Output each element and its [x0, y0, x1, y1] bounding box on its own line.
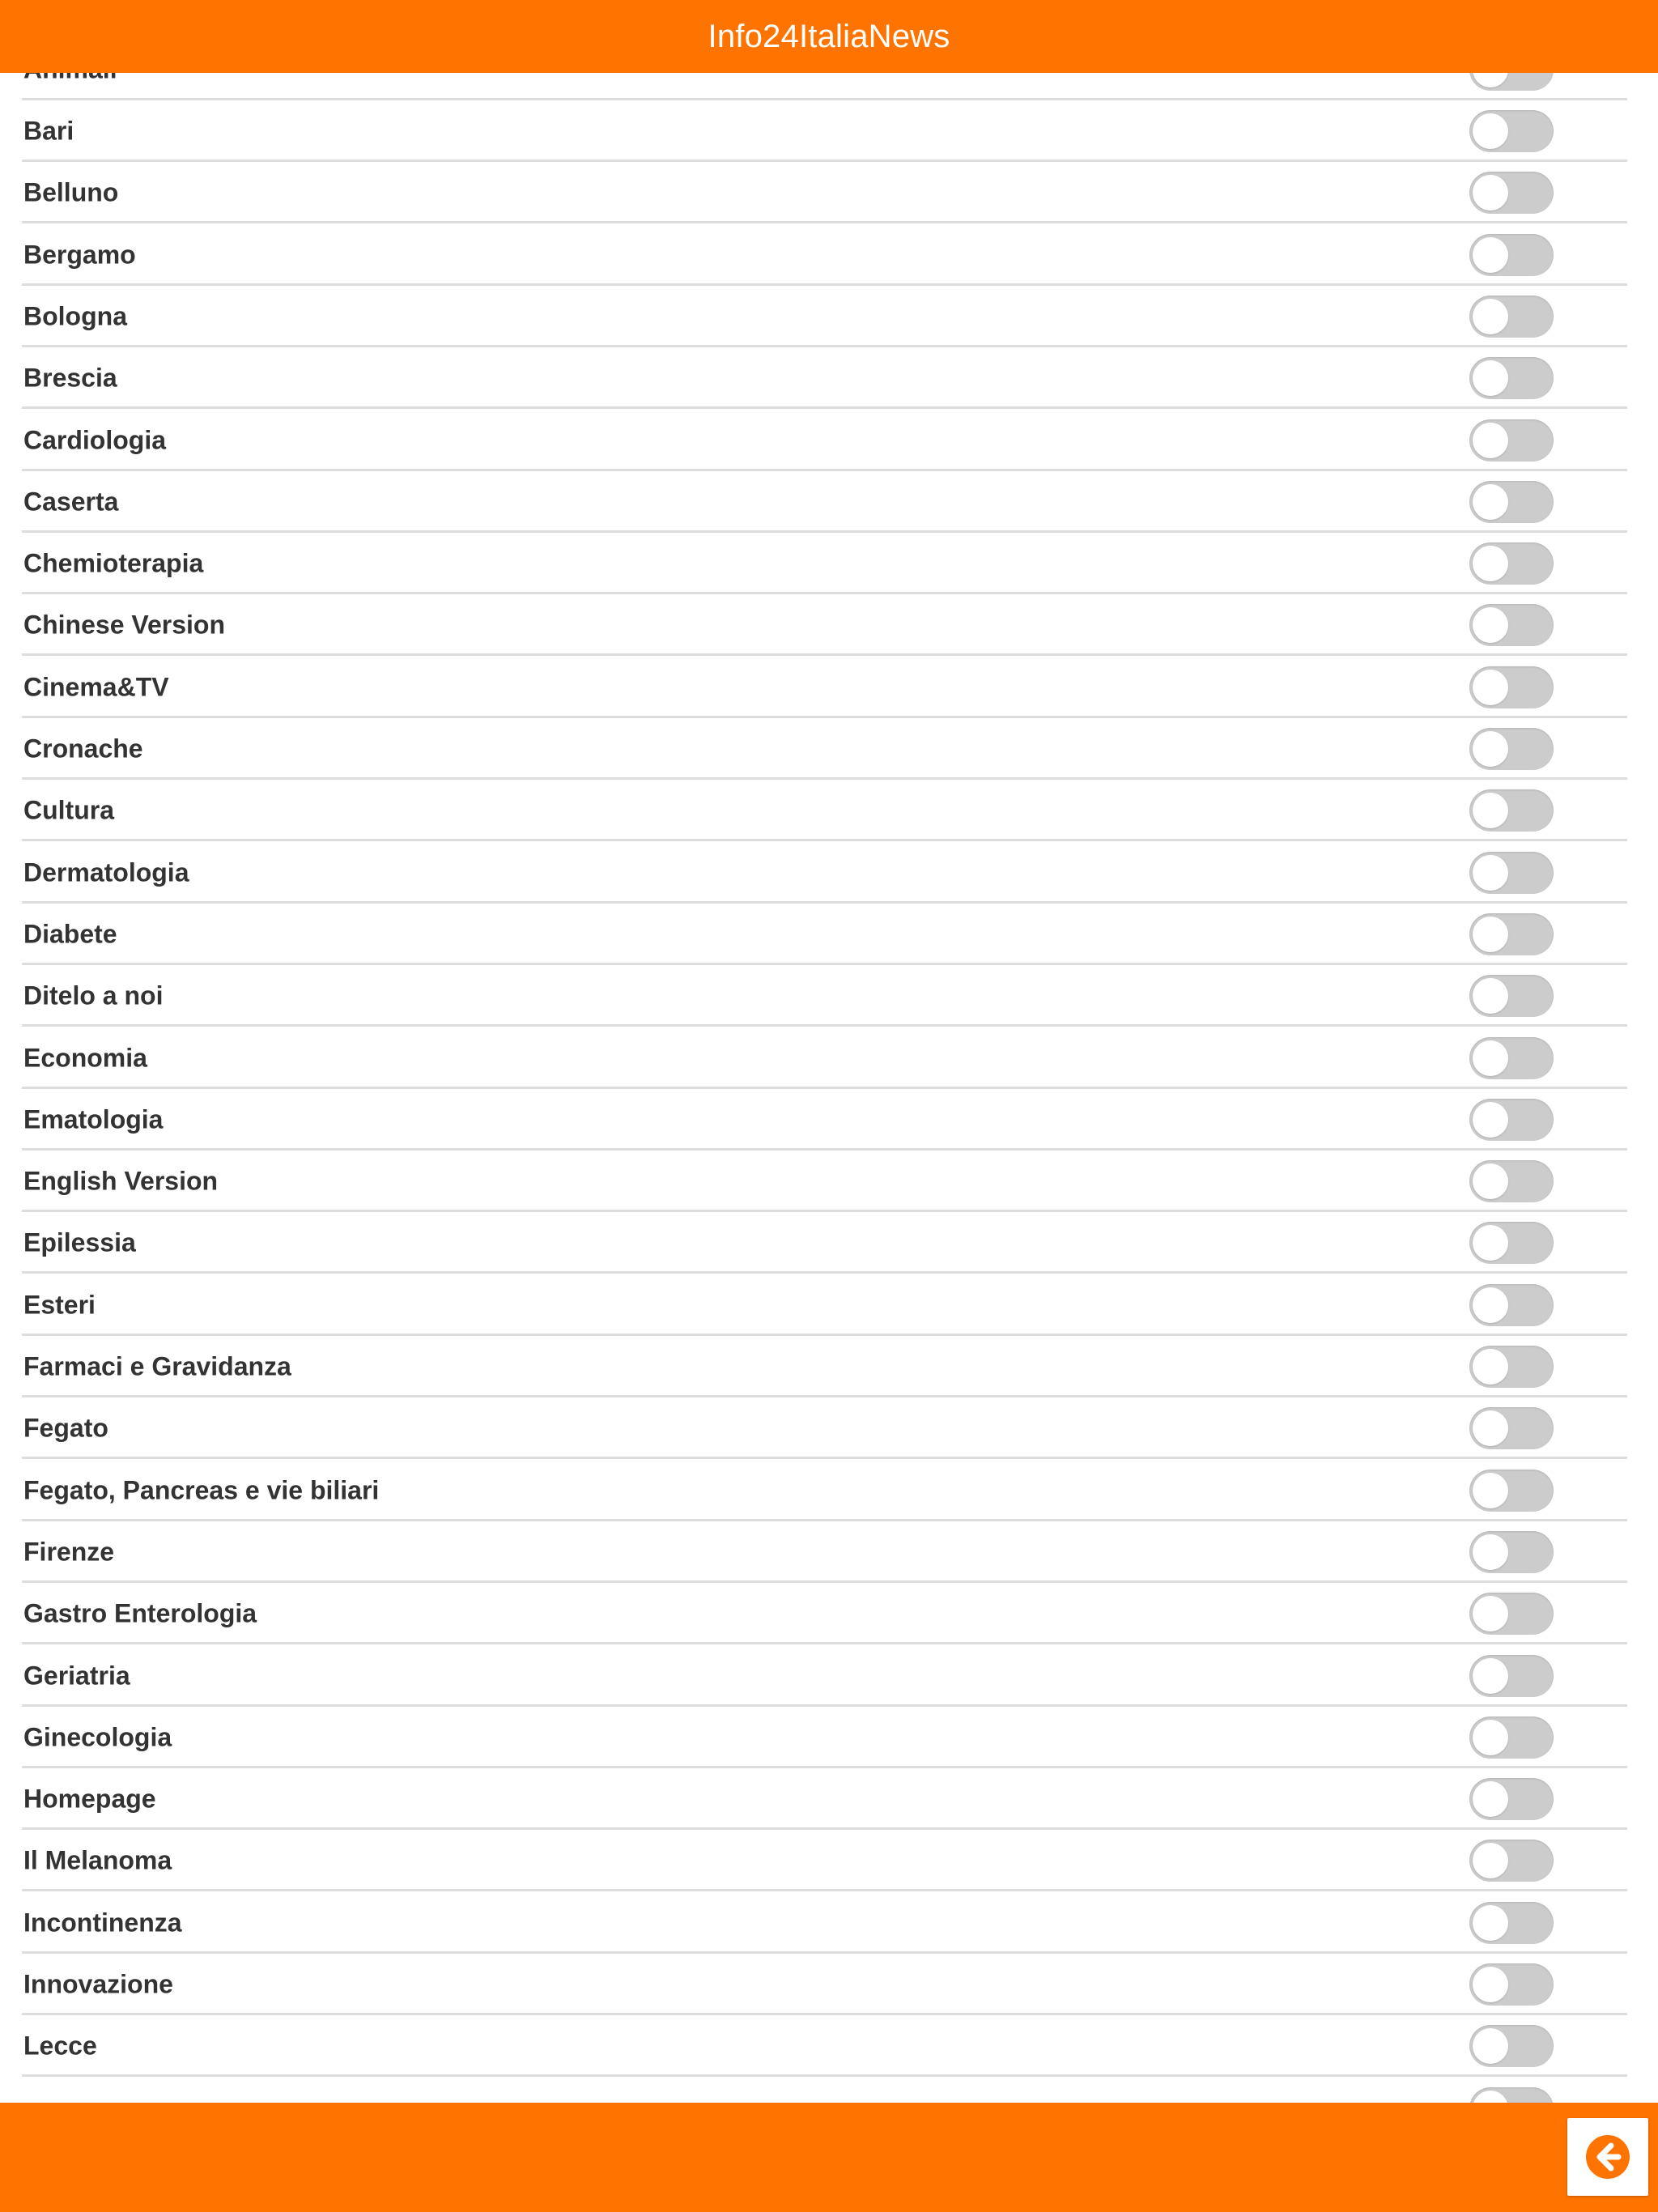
category-row — [0, 224, 1658, 286]
category-toggle[interactable] — [1469, 1593, 1554, 1635]
category-label: Chinese Version — [23, 610, 225, 640]
toggle-knob — [1473, 1473, 1508, 1508]
category-toggle[interactable] — [1469, 172, 1554, 214]
category-label: Bologna — [23, 301, 127, 331]
category-label: Cardiologia — [23, 425, 167, 454]
category-label: Dermatologia — [23, 857, 189, 887]
toggle-knob — [1473, 1967, 1508, 2002]
category-label: Ematologia — [23, 1104, 164, 1134]
toggle-knob — [1473, 1287, 1508, 1323]
category-toggle[interactable] — [1469, 1655, 1554, 1697]
category-label: Il Melanoma — [23, 1845, 172, 1875]
toggle-knob — [1473, 1658, 1508, 1694]
category-toggle[interactable] — [1469, 913, 1554, 955]
category-row — [0, 162, 1658, 223]
arrow-left-circle-icon — [1584, 2133, 1631, 2180]
toggle-knob — [1473, 607, 1508, 643]
category-row — [0, 100, 1658, 162]
category-label: Bari — [23, 116, 74, 146]
toggle-knob — [1473, 1596, 1508, 1631]
category-row — [0, 1336, 1658, 1397]
toggle-knob — [1473, 484, 1508, 520]
category-list[interactable] — [0, 8, 1658, 2105]
back-button[interactable] — [1567, 2118, 1648, 2196]
category-label: Bergamo — [23, 240, 136, 270]
category-toggle[interactable] — [1469, 110, 1554, 152]
category-toggle[interactable] — [1469, 481, 1554, 523]
category-row — [0, 410, 1658, 471]
category-toggle[interactable] — [1469, 1840, 1554, 1882]
category-toggle[interactable] — [1469, 1284, 1554, 1326]
category-label: Lecce — [23, 2031, 97, 2061]
category-label: English Version — [23, 1166, 219, 1196]
category-toggle[interactable] — [1469, 1963, 1554, 2006]
toggle-knob — [1473, 2028, 1508, 2064]
category-label: Ditelo a noi — [23, 981, 164, 1010]
toggle-knob — [1473, 1720, 1508, 1755]
app-title: Info24ItaliaNews — [708, 18, 950, 54]
category-row — [0, 1521, 1658, 1583]
category-row — [0, 471, 1658, 533]
toggle-knob — [1473, 670, 1508, 705]
category-toggle[interactable] — [1469, 789, 1554, 832]
category-label: Caserta — [23, 487, 119, 517]
category-label: Innovazione — [23, 1969, 173, 1999]
category-toggle[interactable] — [1469, 2025, 1554, 2067]
toggle-knob — [1473, 855, 1508, 891]
category-toggle[interactable] — [1469, 1222, 1554, 1264]
category-row — [0, 1830, 1658, 1891]
category-toggle[interactable] — [1469, 604, 1554, 646]
category-row — [0, 718, 1658, 780]
category-row — [0, 1397, 1658, 1459]
toggle-knob — [1473, 546, 1508, 581]
category-row — [0, 1027, 1658, 1089]
category-toggle[interactable] — [1469, 1346, 1554, 1388]
category-label: Ginecologia — [23, 1722, 172, 1752]
category-label: Epilessia — [23, 1227, 136, 1257]
category-toggle[interactable] — [1469, 1778, 1554, 1820]
category-label: Esteri — [23, 1290, 96, 1320]
category-row — [0, 1892, 1658, 1954]
category-row — [0, 1089, 1658, 1151]
category-row — [0, 842, 1658, 904]
category-toggle[interactable] — [1469, 1099, 1554, 1141]
category-row — [0, 594, 1658, 656]
toggle-knob — [1473, 113, 1508, 149]
category-toggle[interactable] — [1469, 1037, 1554, 1079]
toggle-knob — [1473, 917, 1508, 952]
category-toggle[interactable] — [1469, 234, 1554, 276]
toggle-knob — [1473, 978, 1508, 1014]
category-label: Economia — [23, 1043, 147, 1072]
app-footer — [0, 2103, 1658, 2212]
category-toggle[interactable] — [1469, 975, 1554, 1017]
category-toggle[interactable] — [1469, 542, 1554, 585]
category-toggle[interactable] — [1469, 419, 1554, 462]
category-row — [0, 1707, 1658, 1768]
app-header — [0, 0, 1658, 73]
category-row — [0, 1274, 1658, 1336]
category-label: Cultura — [23, 795, 114, 825]
toggle-knob — [1473, 731, 1508, 767]
category-row — [0, 1583, 1658, 1644]
category-label: Cronache — [23, 734, 143, 764]
toggle-knob — [1473, 1410, 1508, 1446]
toggle-knob — [1473, 1781, 1508, 1817]
category-toggle[interactable] — [1469, 852, 1554, 894]
category-toggle[interactable] — [1469, 1531, 1554, 1573]
category-row — [0, 2078, 1658, 2105]
category-label: Geriatria — [23, 1661, 130, 1690]
toggle-knob — [1473, 237, 1508, 273]
toggle-knob — [1473, 1102, 1508, 1138]
category-label: Firenze — [23, 1537, 115, 1567]
category-toggle[interactable] — [1469, 296, 1554, 338]
category-row — [0, 1645, 1658, 1707]
toggle-knob — [1473, 1905, 1508, 1941]
toggle-knob — [1473, 423, 1508, 458]
category-label: Brescia — [23, 363, 117, 393]
category-label: Diabete — [23, 919, 117, 949]
category-toggle[interactable] — [1469, 1160, 1554, 1202]
toggle-knob — [1473, 299, 1508, 334]
toggle-knob — [1473, 793, 1508, 828]
category-toggle[interactable] — [1469, 1470, 1554, 1512]
category-label: Incontinenza — [23, 1908, 182, 1938]
category-row — [0, 657, 1658, 718]
toggle-knob — [1473, 1534, 1508, 1570]
category-label: Homepage — [23, 1784, 156, 1814]
category-label: Fegato, Pancreas e vie biliari — [23, 1475, 380, 1505]
toggle-knob — [1473, 1349, 1508, 1385]
category-label: Cinema&TV — [23, 672, 169, 702]
category-row — [0, 1212, 1658, 1274]
category-row — [0, 2015, 1658, 2077]
category-row — [0, 347, 1658, 409]
category-toggle[interactable] — [1469, 357, 1554, 399]
category-label: Belluno — [23, 177, 119, 207]
toggle-knob — [1473, 1163, 1508, 1199]
category-row — [0, 286, 1658, 347]
category-label: Farmaci e Gravidanza — [23, 1351, 291, 1381]
toggle-knob — [1473, 1040, 1508, 1076]
category-toggle[interactable] — [1469, 1716, 1554, 1759]
toggle-knob — [1473, 175, 1508, 211]
category-toggle[interactable] — [1469, 1902, 1554, 1944]
category-toggle[interactable] — [1469, 1407, 1554, 1449]
category-row — [0, 965, 1658, 1027]
category-label: Gastro Enterologia — [23, 1598, 257, 1628]
category-label: Fegato — [23, 1413, 108, 1443]
category-row — [0, 533, 1658, 594]
toggle-knob — [1473, 1225, 1508, 1261]
category-toggle[interactable] — [1469, 666, 1554, 708]
category-label: Chemioterapia — [23, 548, 204, 578]
category-toggle[interactable] — [1469, 728, 1554, 770]
toggle-knob — [1473, 1843, 1508, 1878]
toggle-knob — [1473, 360, 1508, 396]
category-row — [0, 1768, 1658, 1830]
category-row — [0, 1954, 1658, 2015]
category-row — [0, 904, 1658, 965]
category-row — [0, 1460, 1658, 1521]
category-row — [0, 1151, 1658, 1212]
category-row — [0, 780, 1658, 841]
